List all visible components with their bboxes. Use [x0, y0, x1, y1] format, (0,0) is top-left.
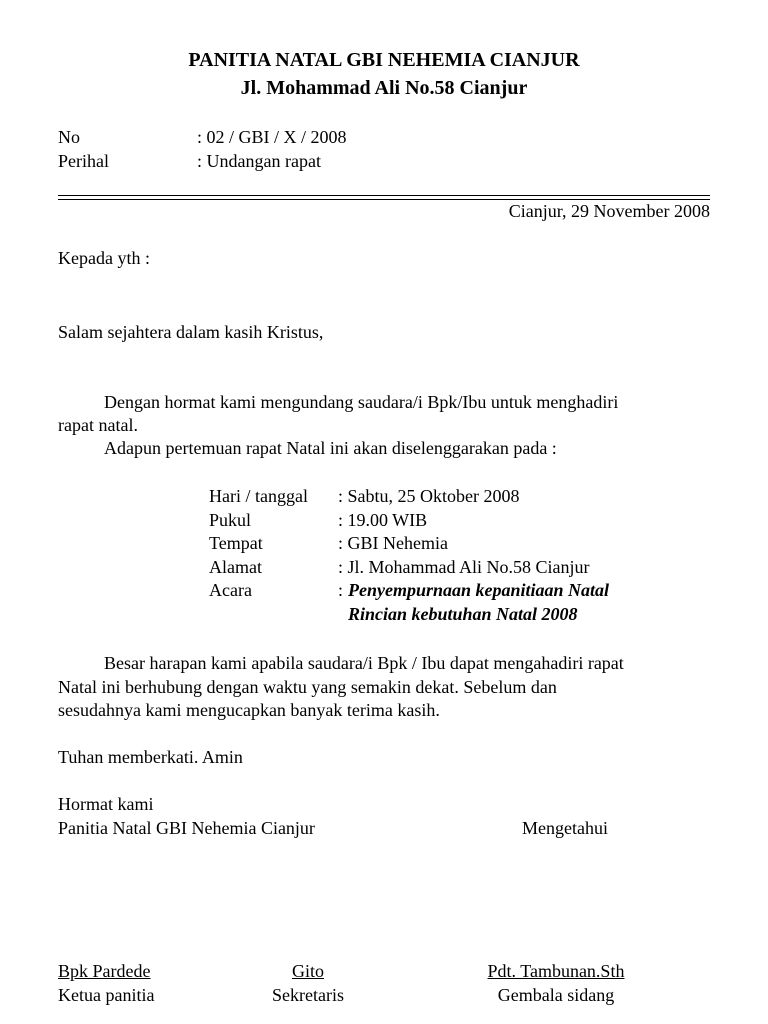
perihal-label: Perihal [58, 151, 109, 171]
detail-label-place: Tempat [209, 533, 263, 553]
signoff-hormat: Hormat kami [58, 794, 154, 814]
blessing-line: Tuhan memberkati. Amin [58, 747, 243, 767]
body-para1-line1: Dengan hormat kami mengundang saudara/i Bpk/Ibu untuk menghadiri [104, 392, 619, 412]
detail-value-address: : Jl. Mohammad Ali No.58 Cianjur [338, 557, 590, 577]
detail-label-agenda: Acara [209, 580, 252, 600]
signoff-committee: Panitia Natal GBI Nehemia Cianjur [58, 818, 315, 838]
detail-label-address: Alamat [209, 557, 262, 577]
detail-agenda-line1: Penyempurnaan kepanitiaan Natal [348, 580, 610, 600]
closing-para-line3: sesudahnya kami mengucapkan banyak terima kasih. [58, 700, 440, 720]
detail-label-time: Pukul [209, 510, 252, 530]
detail-agenda-colon: : [338, 580, 344, 600]
divider-rule-top [58, 195, 710, 196]
signature-title-ketua: Ketua panitia [58, 985, 155, 1005]
recipient-line: Kepada yth : [58, 248, 150, 268]
closing-para-line2: Natal ini berhubung dengan waktu yang semakin dekat. Sebelum dan [58, 677, 557, 697]
greeting-line: Salam sejahtera dalam kasih Kristus, [58, 322, 324, 342]
signature-title-gembala: Gembala sidang [497, 985, 615, 1005]
no-value: : 02 / GBI / X / 2008 [197, 127, 347, 147]
signature-name-gembala: Pdt. Tambunan.Sth [487, 961, 625, 981]
detail-value-place: : GBI Nehemia [338, 533, 448, 553]
no-label: No [58, 127, 80, 147]
detail-value-time: : 19.00 WIB [338, 510, 428, 530]
org-address-heading: Jl. Mohammad Ali No.58 Cianjur [240, 77, 528, 99]
date-line: Cianjur, 29 November 2008 [508, 201, 710, 221]
perihal-value: : Undangan rapat [197, 151, 321, 171]
closing-para-line1: Besar harapan kami apabila saudara/i Bpk / Ibu dapat mengahadiri rapat [104, 653, 624, 673]
body-para1-line2: rapat natal. [58, 415, 138, 435]
detail-agenda-line2: Rincian kebutuhan Natal 2008 [348, 604, 578, 624]
signature-title-sekretaris: Sekretaris [272, 985, 344, 1005]
detail-label-date: Hari / tanggal [209, 486, 308, 506]
signature-name-sekretaris: Gito [291, 961, 324, 981]
signoff-mengetahui: Mengetahui [522, 818, 608, 838]
detail-value-date: : Sabtu, 25 Oktober 2008 [338, 486, 520, 506]
signature-name-ketua: Bpk Pardede [58, 961, 151, 981]
org-name-heading: PANITIA NATAL GBI NEHEMIA CIANJUR [188, 49, 580, 71]
body-para2: Adapun pertemuan rapat Natal ini akan diselenggarakan pada : [104, 438, 557, 458]
